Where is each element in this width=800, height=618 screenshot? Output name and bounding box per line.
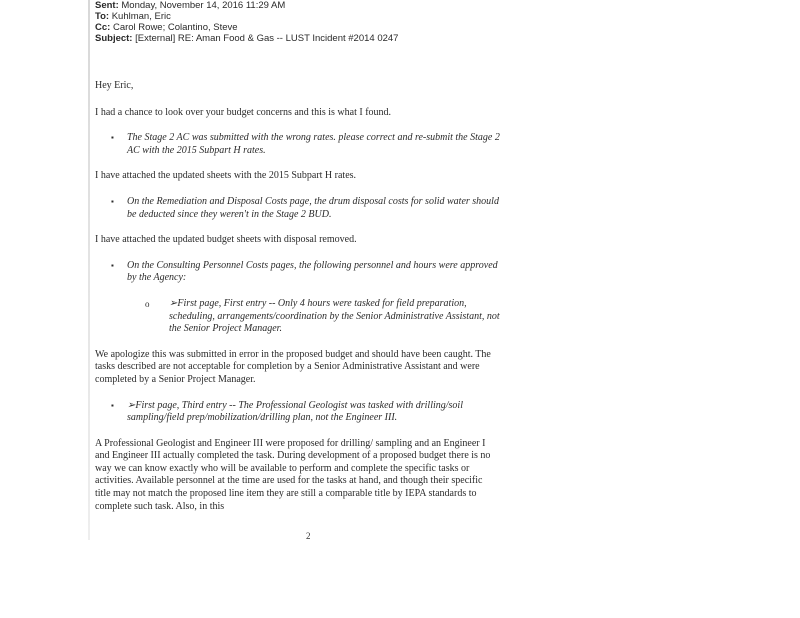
paragraph-disposal-removed: I have attached the updated budget sheets with disposal removed. [95,234,357,246]
email-header [95,0,515,44]
left-margin-rule [88,0,90,540]
sent-value: Monday, November 14, 2016 11:29 AM [121,0,286,11]
to-label: To: [95,11,110,22]
greeting: Hey Eric, [95,80,134,91]
intro-paragraph: I had a chance to look over your budget concerns and this is what I found. [95,106,392,118]
cc-row [95,22,515,33]
bullet-disposal-costs: ▪ On the Remediation and Disposal Costs page, the drum disposal costs for solid water should be deducted since they weren't in the Stage 2 BUD. [95,196,500,221]
cc-value: Carol Rowe; Colantino, Steve [112,22,238,33]
sent-label: Sent: [95,0,119,11]
to-row [95,11,515,22]
sub-bullet-first-entry [95,298,500,336]
bullet-stage2-rates: ▪ The Stage 2 AC was submitted with the wrong rates. please correct and re-submit the Stage 2 AC with the 2015 Subpart H rates. [95,132,500,157]
bullet-third-entry: ▪ ➢First page, Third entry -- The Professional Geologist was tasked with drilling/soil sampling/field prep/mobilization/drilling plan, not the Engineer III. [95,400,500,425]
page-number: 2 [306,531,311,541]
email-body [95,80,500,513]
sub-bullet-marker: o [145,298,150,309]
bullet-personnel-costs: ▪ On the Consulting Personnel Costs pages, the following personnel and hours were approved by the Agency: [95,260,500,285]
subject-value: [External] RE: Aman Food & Gas -- LUST Incident #2014 0247 [135,33,399,44]
to-value: Kuhlman, Eric [111,11,171,22]
subject-row [95,33,515,44]
paragraph-geologist: A Professional Geologist and Engineer III were proposed for drilling/ sampling and an Engineer I and Engineer III actually completed the task. During development of a proposed budget there is no way we can know exactly who will be available to perform and complete the specific tasks or activities. Available personnel at the time are used for the tasks at hand, and though their specific title may not match the proposed line item they are still a comparable title by IEPA standards to complete such task. Also, in this [95,437,491,512]
paragraph-apology: We apologize this was submitted in error in the proposed budget and should have been caught. The tasks described are not acceptable for completion by a Senior Administrative Assistant and were completed by a Senior Project Manager. [95,348,491,385]
cc-label: Cc: [95,22,111,33]
subject-label: Subject: [95,33,133,44]
sub-bullet-text: ➢First page, First entry -- Only 4 hours were tasked for field preparation, scheduling, arrangements/coordination by the Senior Administrative Assistant, not the Senior Project Manager. [169,297,500,335]
sent-row [95,0,515,11]
paragraph-rates-attached: I have attached the updated sheets with the 2015 Subpart H rates. [95,170,357,182]
